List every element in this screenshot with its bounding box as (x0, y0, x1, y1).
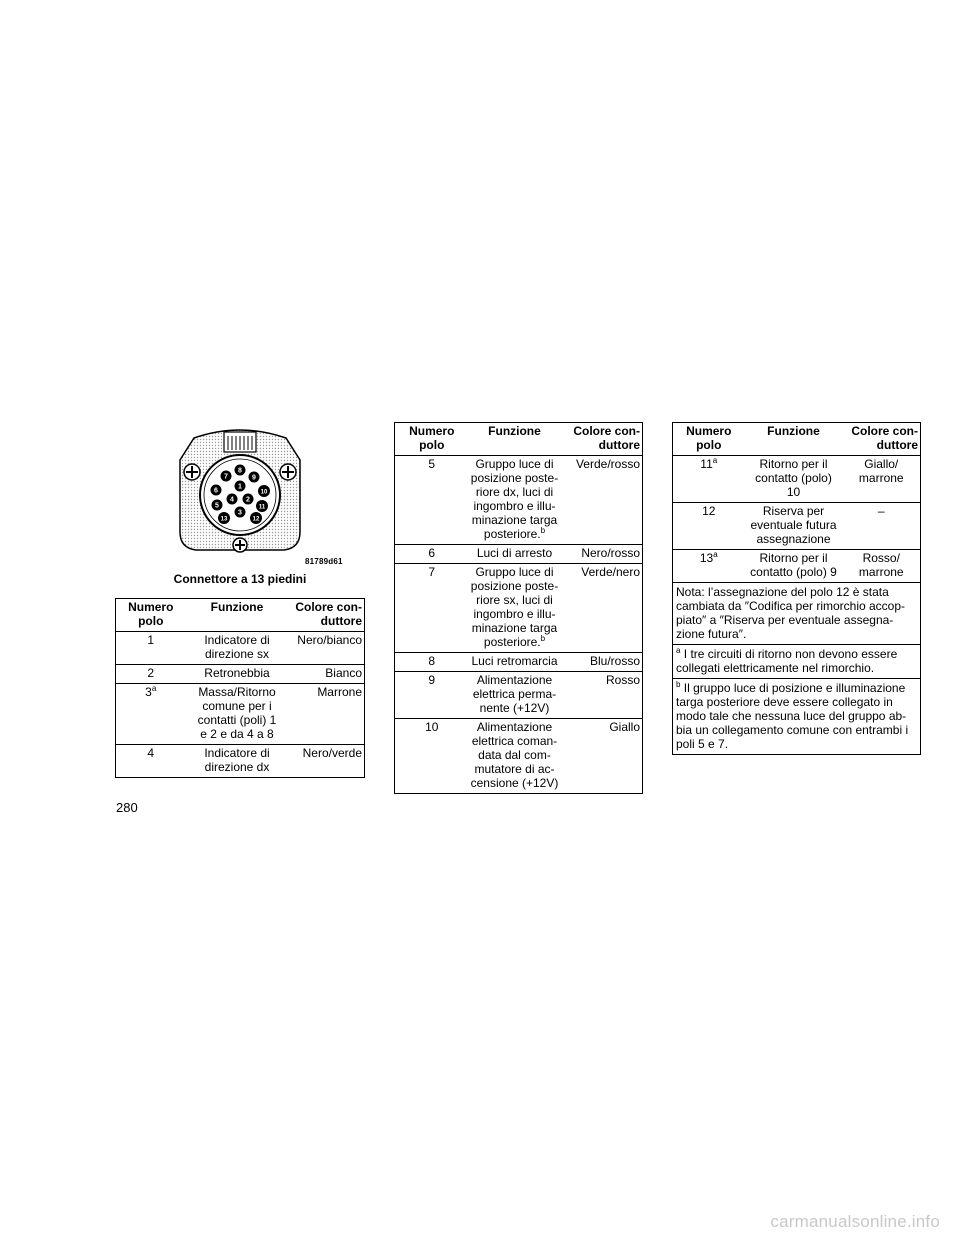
wire-color: Rosso (561, 672, 643, 719)
pin-12 (250, 512, 262, 524)
pin-function: Retronebbia (186, 665, 289, 684)
pin-function: Gruppo luce di posizione poste- riore sx, luci di ingombro e illu- minazione targa posteriore.$^b$ (469, 564, 561, 653)
table-row (395, 672, 643, 719)
table-row (395, 456, 643, 545)
note-text: Nota: l’assegnazione del polo 12 è stata cambiata da ″Codifica per rimorchio accop- piato″ a ″Riserva per eventuale assegna- zione futura″. (673, 583, 921, 645)
pin-7 (221, 471, 232, 482)
pin-number: 2 (116, 665, 186, 684)
pin-number: 12 (673, 503, 745, 550)
header-pin: Numero polo (116, 599, 186, 632)
wire-color: Blu/rosso (561, 653, 643, 672)
pin-6 (211, 485, 222, 496)
wire-color: – (843, 503, 921, 550)
pin-function: Ritorno per il contatto (polo) 9 (745, 550, 843, 583)
svg-text:1: 1 (238, 483, 242, 491)
table-row (395, 545, 643, 564)
pin-number: 4 (116, 745, 186, 778)
table-row (395, 653, 643, 672)
pin-table-2 (394, 422, 643, 794)
footnote-a-row (673, 645, 921, 679)
pin-number: 1 (116, 632, 186, 665)
pin-number: 3$^a$ (116, 684, 186, 745)
pin-3 (235, 507, 246, 518)
wire-color: Rosso/ marrone (843, 550, 921, 583)
table-header-row (116, 599, 365, 632)
wire-color: Verde/rosso (561, 456, 643, 545)
wire-color: Nero/rosso (561, 545, 643, 564)
wire-color: Marrone (289, 684, 365, 745)
watermark: carmanualsonline.info (770, 1212, 940, 1231)
table-row (395, 719, 643, 794)
header-color: Colore con- duttore (561, 423, 643, 456)
pin-9 (249, 472, 260, 483)
header-function: Funzione (745, 423, 843, 456)
pin-number: 6 (395, 545, 469, 564)
pin-function: Indicatore di direzione sx (186, 632, 289, 665)
note-row (673, 583, 921, 645)
svg-text:7: 7 (224, 473, 228, 481)
svg-text:13: 13 (220, 516, 228, 523)
pin-function: Luci di arresto (469, 545, 561, 564)
table-row (116, 632, 365, 665)
pin-5 (212, 500, 223, 511)
table-row (673, 503, 921, 550)
header-color: Colore con- duttore (289, 599, 365, 632)
pin-function: Alimentazione elettrica perma- nente (+12V) (469, 672, 561, 719)
table-row (116, 684, 365, 745)
svg-text:10: 10 (260, 489, 268, 496)
pin-2 (243, 494, 254, 505)
screw-right-icon (280, 464, 296, 480)
wire-color: Verde/nero (561, 564, 643, 653)
table-row (673, 456, 921, 503)
pin-function: Indicatore di direzione dx (186, 745, 289, 778)
pin-function: Alimentazione elettrica coman- data dal com- mutatore di ac- censione (+12V) (469, 719, 561, 794)
pin-11 (256, 500, 268, 512)
table-header-row (673, 423, 921, 456)
pin-number: 7 (395, 564, 469, 653)
header-color: Colore con- duttore (843, 423, 921, 456)
wire-color: Giallo/ marrone (843, 456, 921, 503)
wire-color: Nero/bianco (289, 632, 365, 665)
header-pin: Numero polo (673, 423, 745, 456)
pin-number: 11$^a$ (673, 456, 745, 503)
table-row (395, 564, 643, 653)
svg-text:2: 2 (246, 496, 250, 504)
svg-text:12: 12 (252, 516, 260, 523)
pin-8 (235, 465, 246, 476)
screw-left-icon (184, 464, 200, 480)
table-header-row (395, 423, 643, 456)
pin-function: Luci retromarcia (469, 653, 561, 672)
pin-table-3 (672, 422, 921, 755)
pin-number: 9 (395, 672, 469, 719)
header-function: Funzione (469, 423, 561, 456)
wire-color: Giallo (561, 719, 643, 794)
svg-text:4: 4 (230, 496, 234, 504)
footnote-b: $^b$ Il gruppo luce di posizione e illuminazione targa posteriore deve essere collegato in modo tale che nessuna luce del gruppo ab- bia un collegamento comune con entrambi i poli 5 e 7. (673, 679, 921, 755)
svg-text:6: 6 (214, 487, 218, 495)
wire-color: Nero/verde (289, 745, 365, 778)
figure-caption: Connettore a 13 piedini (173, 572, 307, 586)
header-pin: Numero polo (395, 423, 469, 456)
table-row (116, 745, 365, 778)
pin-number: 10 (395, 719, 469, 794)
footnote-a: $^a$ I tre circuiti di ritorno non devono essere collegati elettricamente nel rimorchio. (673, 645, 921, 679)
pin-function: Riserva per eventuale futura assegnazione (745, 503, 843, 550)
svg-text:9: 9 (252, 474, 256, 482)
pin-4 (227, 494, 238, 505)
pin-table-1 (115, 598, 365, 778)
header-function: Funzione (186, 599, 289, 632)
svg-text:3: 3 (238, 509, 242, 517)
pin-number: 5 (395, 456, 469, 545)
connector-13-pin-diagram (172, 420, 308, 558)
pin-function: Gruppo luce di posizione poste- riore dx, luci di ingombro e illu- minazione targa posteriore.$^b$ (469, 456, 561, 545)
table-row (673, 550, 921, 583)
table-row (116, 665, 365, 684)
screw-bottom-icon (233, 538, 247, 552)
figure-code: 81789d61 (305, 557, 343, 566)
pin-number: 13$^a$ (673, 550, 745, 583)
wire-color: Bianco (289, 665, 365, 684)
pin-number: 8 (395, 653, 469, 672)
pin-13 (218, 512, 230, 524)
page-number: 280 (116, 800, 138, 815)
pin-10 (258, 485, 270, 497)
svg-text:8: 8 (238, 467, 242, 475)
svg-text:11: 11 (258, 504, 266, 511)
svg-text:5: 5 (215, 502, 219, 510)
pin-function: Ritorno per il contatto (polo) 10 (745, 456, 843, 503)
footnote-b-row (673, 679, 921, 755)
pin-function: Massa/Ritorno comune per i contatti (poli) 1 e 2 e da 4 a 8 (186, 684, 289, 745)
pin-1 (235, 481, 246, 492)
